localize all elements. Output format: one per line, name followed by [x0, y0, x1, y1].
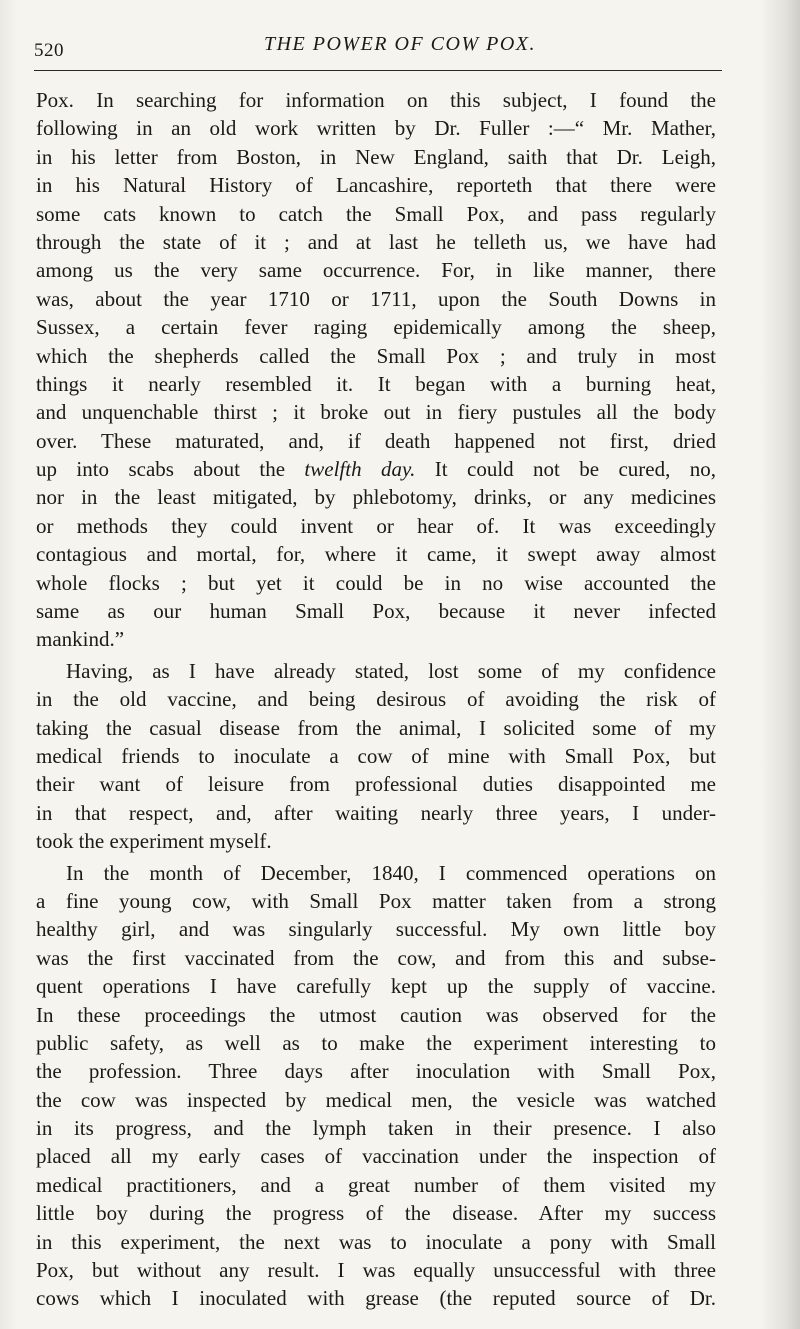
- text-line: medical practitioners, and a great number of them visited my: [36, 1172, 716, 1197]
- text-line: a fine young cow, with Small Pox matter taken from a strong: [36, 888, 716, 913]
- paragraph-3: [36, 859, 716, 1313]
- text-line: public safety, as well as to make the experiment interesting to: [36, 1030, 716, 1055]
- text-line: in his letter from Boston, in New England, saith that Dr. Leigh,: [36, 144, 716, 169]
- text-line: which the shepherds called the Small Pox ; and truly in most: [36, 343, 716, 368]
- page-number: 520: [34, 40, 64, 61]
- text-line: taking the casual disease from the animal, I solicited some of my: [36, 715, 716, 740]
- text-line: In these proceedings the utmost caution was observed for the: [36, 1002, 716, 1027]
- text-line-with-italic: [36, 455, 716, 483]
- text-line: through the state of it ; and at last he telleth us, we have had: [36, 229, 716, 254]
- text-line: the cow was inspected by medical men, the vesicle was watched: [36, 1087, 716, 1112]
- text-line: medical friends to inoculate a cow of mine with Small Pox, but: [36, 743, 716, 768]
- text-line: nor in the least mitigated, by phlebotomy, drinks, or any medicines: [36, 485, 716, 510]
- text-line: some cats known to catch the Small Pox, and pass regularly: [36, 201, 716, 226]
- text-line: or methods they could invent or hear of. It was exceedingly: [36, 513, 716, 538]
- text-line: placed all my early cases of vaccination under the inspection of: [36, 1144, 716, 1169]
- text-line: little boy during the progress of the disease. After my success: [36, 1201, 716, 1226]
- text-line: in his Natural History of Lancashire, reporteth that there were: [36, 173, 716, 198]
- text-line: in the old vaccine, and being desirous of avoiding the risk of: [36, 687, 716, 712]
- text-line: things it nearly resembled it. It began with a burning heat,: [36, 371, 716, 396]
- text-segment: up into scabs about the: [36, 457, 305, 482]
- text-line: Having, as I have already stated, lost some of my confidence: [66, 658, 716, 683]
- text-segment: It could not be cured, no,: [415, 457, 716, 482]
- text-line: same as our human Small Pox, because it never infected: [36, 599, 716, 624]
- running-title: THE POWER OF COW POX.: [263, 33, 537, 55]
- text-line: in its progress, and the lymph taken in their presence. I also: [36, 1116, 716, 1141]
- text-line: quent operations I have carefully kept up the supply of vaccine.: [36, 974, 716, 999]
- paragraph-2: [36, 657, 716, 856]
- text-line: contagious and mortal, for, where it came, it swept away almost: [36, 542, 716, 567]
- text-line: took the experiment myself.: [36, 829, 272, 854]
- text-line: Sussex, a certain fever raging epidemically among the sheep,: [36, 315, 716, 340]
- text-line: healthy girl, and was singularly successful. My own little boy: [36, 917, 716, 942]
- text-line: the profession. Three days after inoculation with Small Pox,: [36, 1059, 716, 1084]
- text-line: was, about the year 1710 or 1711, upon the South Downs in: [36, 286, 716, 311]
- italic-phrase: twelfth day.: [304, 457, 416, 482]
- text-line: in that respect, and, after waiting nearly three years, I under-: [36, 800, 716, 825]
- paragraph-1: [36, 86, 716, 654]
- text-line: whole flocks ; but yet it could be in no wise accounted the: [36, 570, 716, 595]
- text-line: Pox, but without any result. I was equally unsuccessful with three: [36, 1258, 716, 1283]
- text-line: cows which I inoculated with grease (the reputed source of Dr.: [36, 1286, 716, 1311]
- text-line: in this experiment, the next was to inoculate a pony with Small: [36, 1229, 716, 1254]
- header-rule: [34, 70, 722, 71]
- text-line: and unquenchable thirst ; it broke out in fiery pustules all the body: [36, 400, 716, 425]
- text-line: over. These maturated, and, if death happened not first, dried: [36, 428, 716, 453]
- body-text: [36, 86, 716, 1313]
- text-line: In the month of December, 1840, I commenced operations on: [66, 860, 716, 885]
- text-line: following in an old work written by Dr. Fuller :—“ Mr. Mather,: [36, 116, 716, 141]
- text-line: mankind.”: [36, 627, 125, 652]
- text-line: Pox. In searching for information on this subject, I found the: [36, 88, 716, 112]
- text-line: was the first vaccinated from the cow, and from this and subse-: [36, 945, 716, 970]
- text-line: among us the very same occurrence. For, in like manner, there: [36, 258, 716, 283]
- text-line: their want of leisure from professional duties disappointed me: [36, 772, 716, 797]
- page-header: [30, 30, 730, 66]
